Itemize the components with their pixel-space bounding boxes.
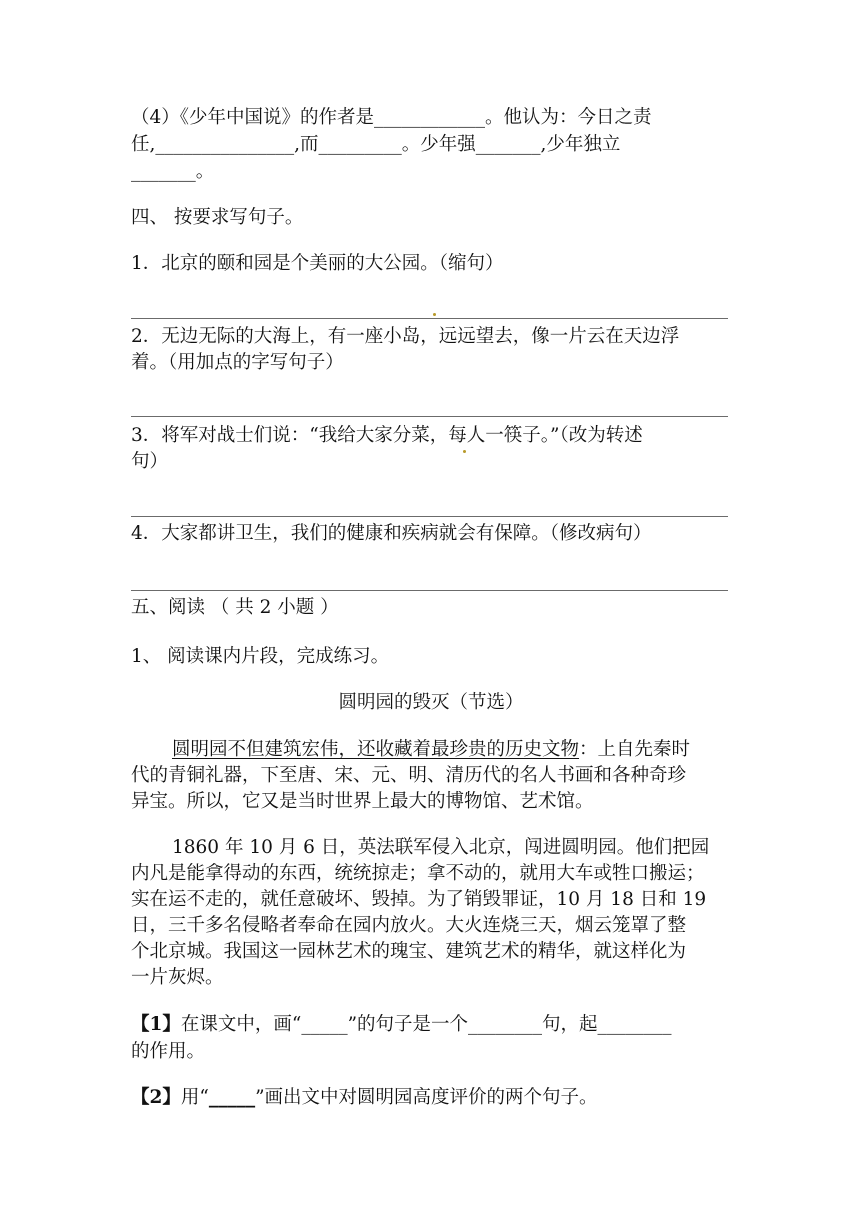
question-1-label: 【1】 — [131, 1014, 181, 1035]
question-2-label: 【2】 — [131, 1087, 181, 1108]
question-1-line-1 — [131, 1013, 731, 1037]
question-2 — [131, 1086, 731, 1110]
sentence-item-3-line-1: 3．将军对战士们说：“我给大家分菜，每人一筷子。”（改为转述 — [131, 425, 643, 446]
question-1-text: 在课文中，画“_____”的句子是一个________句，起________ — [180, 1014, 672, 1035]
answer-line-2 — [131, 416, 728, 417]
sentence-item-4: 4．大家都讲卫生，我们的健康和疾病就会有保障。（修改病句） — [131, 523, 652, 544]
paragraph-2-line-6: 一片灰烬。 — [131, 967, 224, 988]
paragraph-1-rest: ：上自先秦时 — [579, 739, 691, 760]
answer-line-1 — [131, 318, 728, 319]
sentence-item-2-line-2: 着。（用加点的字写句子） — [131, 352, 344, 373]
q4-line-3: _______。 — [131, 161, 215, 182]
paragraph-1-line-3: 异宝。所以，它又是当时世界上最大的博物馆、艺术馆。 — [131, 791, 594, 812]
paragraph-2-line-1: 1860 年 10 月 6 日，英法联军侵入北京，闯进圆明园。他们把园 — [172, 837, 710, 858]
paragraph-1-line-1 — [172, 738, 732, 762]
q4-line-1: （4）《少年中国说》的作者是____________。他认为：今日之责 — [131, 107, 652, 128]
answer-line-3 — [131, 516, 728, 517]
reading-sub-heading: 1、 阅读课内片段，完成练习。 — [131, 646, 390, 667]
passage-title: 圆明园的毁灭（节选） — [338, 692, 524, 713]
paragraph-2-line-2: 内凡是能拿得动的东西，统统掠走；拿不动的，就用大车或牲口搬运； — [131, 863, 705, 884]
paragraph-2-line-3: 实在运不走的，就任意破坏、毁掉。为了销毁罪证，10 月 18 日和 19 — [131, 889, 707, 910]
section-4-heading: 四、 按要求写句子。 — [131, 207, 304, 228]
question-2-pre: 用“ — [180, 1087, 209, 1108]
paragraph-2-line-5: 个北京城。我国这一园林艺术的瑰宝、建筑艺术的精华，就这样化为 — [131, 941, 687, 962]
paragraph-2-line-4: 日，三千多名侵略者奉命在园内放火。大火连烧三天，烟云笼罩了整 — [131, 915, 687, 936]
emphasis-dot — [433, 313, 436, 316]
answer-line-4 — [131, 590, 728, 591]
question-1-line-2: 的作用。 — [131, 1041, 206, 1062]
q4-line-2: 任,_______________,而_________。少年强_______,少年独立 — [131, 134, 621, 155]
underlined-sentence: 圆明园不但建筑宏伟，还收藏着最珍贵的历史文物 — [172, 739, 580, 760]
paragraph-1-line-2: 代的青铜礼器，下至唐、宋、元、明、清历代的名人书画和各种奇珍 — [131, 765, 687, 786]
question-2-blank: _____ — [208, 1087, 256, 1108]
sentence-item-1: 1．北京的颐和园是个美丽的大公园。（缩句） — [131, 253, 504, 274]
question-2-post: ”画出文中对圆明园高度评价的两个句子。 — [255, 1087, 598, 1108]
sentence-item-2-line-1: 2．无边无际的大海上，有一座小岛，远远望去，像一片云在天边浮 — [131, 326, 680, 347]
sentence-item-3-line-2: 句） — [131, 451, 169, 472]
section-5-heading: 五、阅读 （ 共 2 小题 ） — [131, 597, 339, 618]
